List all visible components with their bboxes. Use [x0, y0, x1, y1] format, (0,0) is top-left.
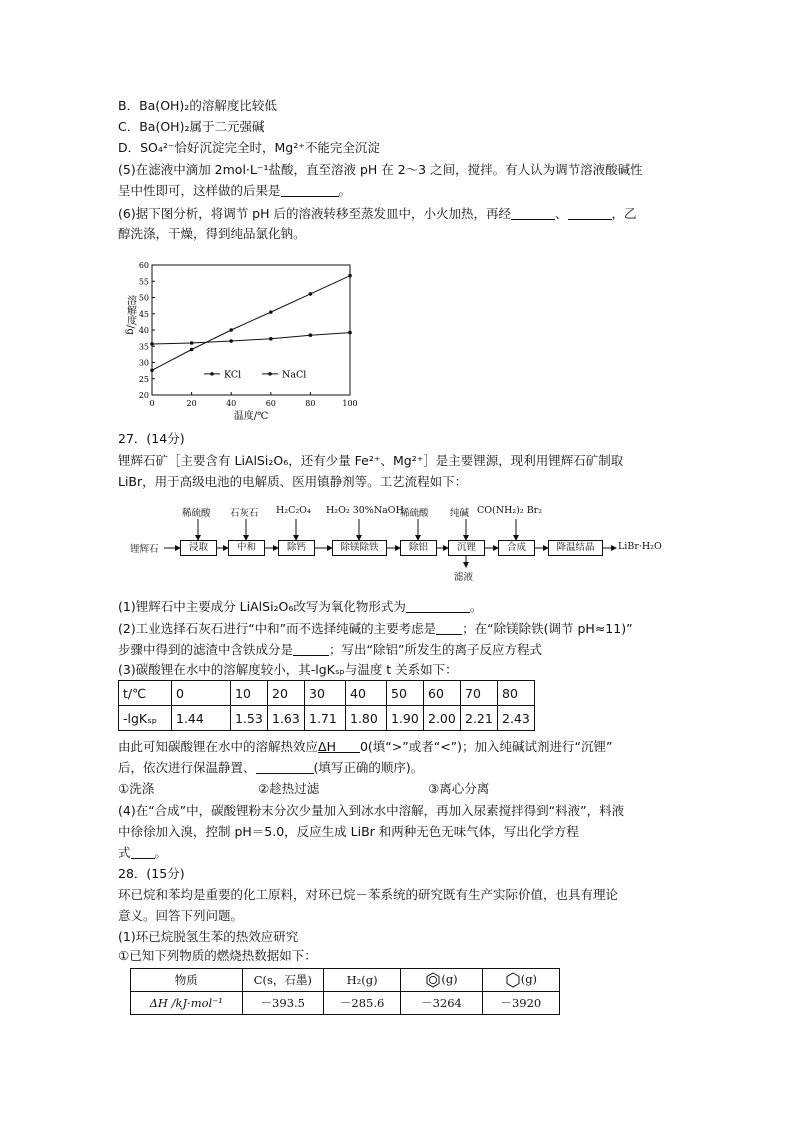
answer-blank — [256, 760, 314, 774]
q6-line1-text: (6)据下图分析，将调节 pH 后的溶液转移至蒸发皿中，小火加热，再经 — [118, 206, 511, 221]
flow-input: 稀硫酸 — [400, 508, 429, 519]
q27-p1-text: (1)锂辉石中主要成分 LiAlSi₂O₆改写为氧化物形式为 — [118, 599, 406, 614]
q27-p3c-text: 后，依次进行保温静置、 — [118, 760, 256, 775]
answer-blank — [511, 206, 555, 220]
data-point-nacl — [348, 331, 352, 335]
table-cell: -lgKₛₚ — [119, 706, 172, 731]
table-cell: 1.53 — [231, 706, 268, 731]
table-cell: 2.43 — [498, 706, 535, 731]
table-cell: －3264 — [401, 992, 483, 1015]
q28-header: 28．(15分) — [118, 866, 185, 881]
q6-line1-end: ，乙 — [611, 206, 637, 221]
series-line-kcl — [152, 276, 350, 371]
answer-blank — [336, 739, 360, 753]
q27-p3c-text-b: (填写正确的顺序)。 — [313, 760, 424, 775]
q27-p4-line3 — [118, 844, 167, 862]
data-point-kcl — [348, 274, 352, 278]
q27-header: 27．(14分) — [118, 431, 185, 446]
q28-intro2: 意义。回答下列问题。 — [118, 908, 244, 923]
table-header-cell — [401, 969, 483, 992]
y-tick-label: 40 — [138, 326, 149, 335]
table-cell: 1.63 — [268, 706, 305, 731]
q27-p1 — [118, 598, 482, 616]
ksp-table — [118, 680, 535, 731]
answer-blank — [406, 599, 470, 613]
x-axis-label: 温度/℃ — [233, 411, 269, 422]
table-cell: 70 — [461, 681, 498, 706]
table-cell: 20 — [268, 681, 305, 706]
table-cell: 0 — [172, 681, 231, 706]
solubility-chart — [120, 255, 370, 423]
table-row — [131, 969, 560, 992]
table-cell: 2.21 — [461, 706, 498, 731]
flow-input: CO(NH₂)₂ Br₂ — [477, 505, 543, 516]
plot-area-frame — [152, 265, 350, 395]
q27-p4-line2: 中徐徐加入溴，控制 pH＝5.0，反应生成 LiBr 和两种无色无味气体，写出化学方程 — [118, 824, 579, 839]
table-cell: 1.44 — [172, 706, 231, 731]
process-flow-diagram — [130, 505, 680, 585]
table-cell: －3920 — [500, 996, 542, 1010]
table-cell: 10 — [231, 681, 268, 706]
q6-separator: 、 — [555, 206, 568, 221]
flow-input: 纯碱 — [450, 508, 470, 519]
data-point-nacl — [269, 337, 273, 341]
flow-end: LiBr·H₂O — [618, 541, 662, 552]
q28-sub1: (1)环已烷脱氢生苯的热效应研究 — [118, 929, 299, 944]
flow-step: 除铝 — [400, 540, 437, 556]
q27-p2-text: (2)工业选择石灰石进行“中和”而不选择纯碱的主要考虑是 — [118, 621, 437, 636]
q5-line2 — [118, 182, 351, 200]
data-point-kcl — [309, 292, 313, 296]
flow-input: H₂C₂O₄ — [276, 505, 311, 516]
flow-input: H₂O₂ 30%NaOH — [326, 505, 404, 516]
flow-input: 稀硫酸 — [182, 508, 211, 519]
q27-p2-line1 — [118, 620, 633, 638]
data-point-kcl — [190, 348, 194, 352]
table-cell: 1.80 — [346, 706, 387, 731]
flow-input: 石灰石 — [230, 508, 259, 519]
table-cell: 40 — [346, 681, 387, 706]
flow-step: 降温结晶 — [548, 540, 603, 556]
q5-line2-text: 呈中性即可，这样做的后果是 — [118, 183, 281, 198]
table-cell: t/℃ — [119, 681, 172, 706]
q27-p3b — [118, 738, 612, 756]
answer-blank — [131, 845, 155, 859]
answer-blank — [281, 183, 339, 197]
flow-step: 中和 — [228, 540, 265, 556]
q27-p1-end: 。 — [469, 599, 483, 614]
q27-p4-line1: (4)在“合成”中，碳酸锂粉末分次少量加入到冰水中溶解，再加入尿素搅拌得到“料液”，料液 — [118, 803, 625, 818]
q6-line2: 醇洗涤，干燥，得到纯品氯化钠。 — [118, 226, 306, 241]
data-point-kcl — [269, 310, 273, 314]
x-tick-label: 0 — [149, 399, 155, 408]
table-cell: －285.6 — [324, 992, 401, 1015]
q27-p2-text-b: ；在“除镁除铁(调节 pH≈11)” — [462, 621, 633, 636]
q5-line2-end: 。 — [338, 183, 352, 198]
table-cell: ΔH /kJ·mol⁻¹ — [131, 992, 243, 1015]
q27-p2-text-c: 步骤中得到的滤渣中含铁成分是 — [118, 642, 294, 657]
x-tick-label: 80 — [305, 399, 316, 408]
q27-p4-text: 式 — [118, 845, 131, 860]
benzene-ring-icon — [425, 972, 441, 988]
q27-intro1: 锂辉石矿［主要含有 LiAlSi₂O₆，还有少量 Fe²⁺、Mg²⁺］是主要锂源，现利用锂辉石矿制取 — [118, 453, 624, 468]
q6-line1 — [118, 205, 637, 223]
data-point-kcl — [229, 328, 233, 332]
legend-marker — [268, 372, 272, 376]
table-cell: 60 — [424, 681, 461, 706]
table-cell: 30 — [305, 681, 346, 706]
y-tick-label: 30 — [138, 358, 149, 368]
table-header-cell: 物质 — [131, 969, 243, 992]
y-tick-label: 20 — [138, 391, 149, 400]
y-tick-label: 50 — [138, 293, 149, 303]
phase-label: (g) — [520, 972, 538, 986]
flow-step: 浸取 — [180, 540, 217, 556]
table-cell: 50 — [387, 681, 424, 706]
series-line-nacl — [152, 333, 350, 344]
combustion-heat-table — [130, 968, 560, 1015]
q27-p2-text-d: ；写出“除铝”所发生的离子反应方程式 — [329, 642, 542, 657]
choice-1: ①洗涤 — [118, 781, 155, 796]
table-header-cell: H₂(g) — [324, 969, 401, 992]
q28-intro1: 环已烷和苯均是重要的化工原料，对环已烷－苯系统的研究既有生产实际价值，也具有理论 — [118, 887, 619, 902]
x-tick-label: 100 — [342, 399, 358, 408]
table-row — [131, 992, 560, 1015]
x-tick-label: 60 — [265, 399, 276, 408]
y-axis-label: 溶解度/g — [124, 295, 136, 335]
flow-start: 锂辉石 — [130, 544, 159, 555]
table-cell: 1.71 — [305, 706, 346, 731]
flow-step: 沉锂 — [448, 540, 485, 556]
q27-p3: (3)碳酸锂在水中的溶解度较小，其-lgKₛₚ与温度 t 关系如下： — [118, 662, 458, 677]
choice-3: ③离心分离 — [428, 781, 490, 796]
q27-p3b-text-b: 0(填“>”或者“<”)；加入纯碱试剂进行“沉锂” — [359, 739, 613, 754]
table-cell: －393.5 — [242, 992, 324, 1015]
flow-step: 合成 — [498, 540, 535, 556]
legend-marker — [210, 372, 214, 376]
y-tick-label: 25 — [138, 374, 149, 384]
flow-output: 滤液 — [454, 572, 474, 583]
y-tick-label: 35 — [138, 342, 149, 352]
data-point-nacl — [309, 333, 313, 337]
flow-step: 除钙 — [278, 540, 315, 556]
answer-blank — [436, 621, 462, 635]
q27-p4-end: 。 — [154, 845, 168, 860]
cyclohexane-ring-icon — [505, 972, 521, 988]
table-cell: 2.00 — [424, 706, 461, 731]
legend-label: KCl — [224, 369, 242, 381]
table-row — [119, 706, 535, 731]
q27-p2-line2 — [118, 641, 542, 659]
y-tick-label: 55 — [138, 277, 149, 287]
data-point-nacl — [190, 341, 194, 345]
table-row — [119, 681, 535, 706]
legend-label: NaCl — [282, 369, 307, 381]
q27-p3c — [118, 759, 423, 777]
q27-intro2: LiBr，用于高级电池的电解质、医用镇静剂等。工艺流程如下： — [118, 474, 468, 489]
q28-sub1a: ①已知下列物质的燃烧热数据如下： — [118, 948, 317, 963]
answer-blank — [568, 206, 612, 220]
table-cell: 80 — [498, 681, 535, 706]
option-b: B．Ba(OH)₂的溶解度比较低 — [118, 98, 277, 113]
flow-step: 除镁除铁 — [332, 540, 387, 556]
x-tick-label: 20 — [186, 399, 197, 408]
x-tick-label: 40 — [226, 399, 237, 408]
choice-2: ②趁热过滤 — [258, 781, 320, 796]
option-d: D．SO₄²⁻恰好沉淀完全时，Mg²⁺不能完全沉淀 — [118, 140, 380, 155]
answer-blank — [293, 642, 329, 656]
q5-line1: (5)在滤液中滴加 2mol·L⁻¹盐酸，直至溶液 pH 在 2～3 之间，搅拌。有人认为调节溶液酸碱性 — [118, 162, 643, 177]
table-cell: 1.90 — [387, 706, 424, 731]
y-tick-label: 60 — [138, 261, 149, 270]
option-c: C．Ba(OH)₂属于二元强碱 — [118, 119, 265, 134]
delta-h-symbol: ΔH — [318, 739, 336, 754]
table-header-cell: C(s，石墨) — [242, 969, 324, 992]
phase-label: (g) — [441, 972, 458, 986]
data-point-nacl — [150, 342, 154, 346]
data-point-kcl — [150, 369, 154, 373]
table-header-cell — [482, 969, 559, 992]
y-tick-label: 45 — [138, 309, 149, 319]
q27-p3b-text: 由此可知碳酸锂在水中的溶解热效应 — [118, 739, 319, 754]
data-point-nacl — [229, 339, 233, 343]
